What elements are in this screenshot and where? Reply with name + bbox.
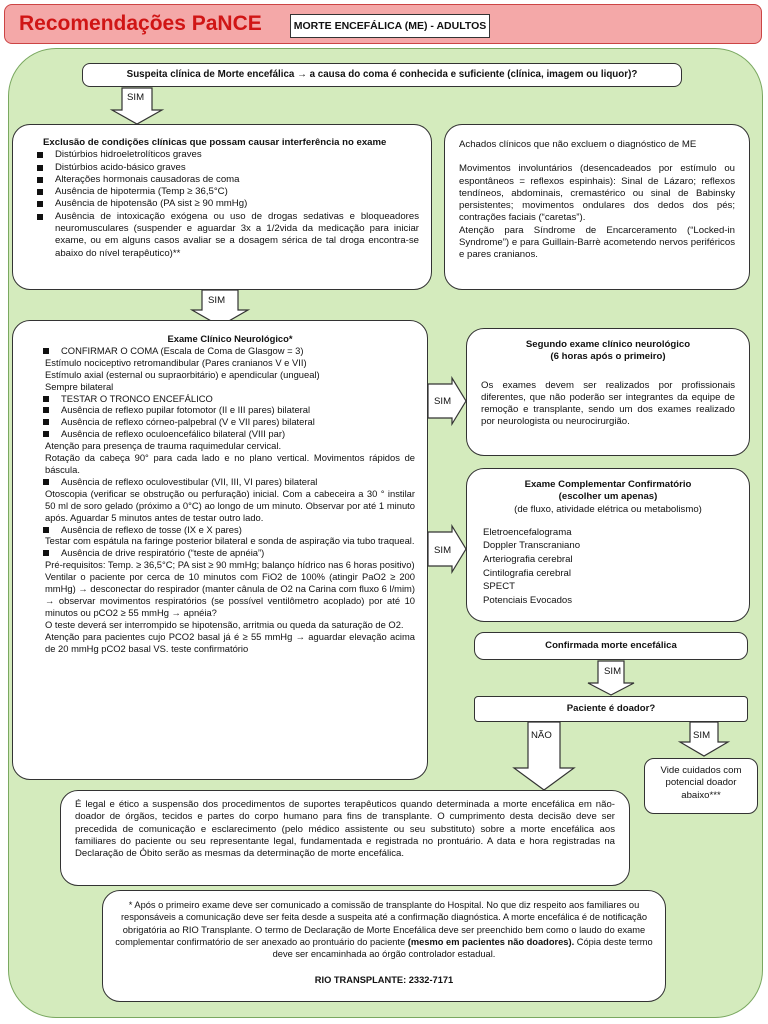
legal-box [60, 790, 630, 886]
complementar-subtitle: (escolher um apenas) [558, 491, 658, 503]
second-subtitle: (6 horas após o primeiro) [550, 351, 666, 363]
complementar-item: Potenciais Evocados [483, 594, 573, 606]
donor-care-box [644, 758, 758, 814]
suspicion-text: Suspeita clínica de Morte encefálica → a causa do coma é conhecida e suficiente (clínica, imagem ou liquor)? [126, 69, 638, 80]
sim-label-3: SIM [434, 396, 452, 407]
findings-box [444, 124, 750, 290]
neuro-exam-box [12, 320, 428, 780]
neuro-title: Exame Clínico Neurológico* [167, 333, 293, 344]
neuro-reflex: Ausência de reflexo oculoencefálico bilateral (VIII par) [31, 428, 415, 440]
neuro-line: Sempre bilateral [45, 380, 114, 392]
neuro-line: Atenção para pacientes cujo PCO2 basal já é ≥ 55 mmHg → aguardar elevação acima de 20 mmHg pCO2 basal VS. teste confirmatório [45, 630, 415, 654]
page-subtitle: MORTE ENCEFÁLICA (ME) - ADULTOS [290, 14, 490, 38]
sim-label-6: SIM [693, 730, 711, 741]
neuro-line: Rotação da cabeça 90° para cada lado e no plano vertical. Movimentos rápidos de báscula. [45, 452, 415, 475]
confirmed-box [474, 632, 748, 660]
findings-title: Achados clínicos que não excluem o diagnóstico de ME [459, 139, 697, 150]
sim-label-2: SIM [208, 295, 226, 306]
nao-label: NÃO [531, 730, 552, 741]
donor-question-text: Paciente é doador? [566, 703, 656, 714]
neuro-coma: CONFIRMAR O COMA (Escala de Coma de Glasgow = 3) [31, 345, 415, 357]
neuro-line: Pré-requisitos: Temp. ≥ 36,5°C; PA sist ≥ 90 mmHg; balanço hídrico nas 6 horas positivo) [45, 559, 415, 571]
donor-question-box [474, 696, 748, 722]
complementar-item: Doppler Transcraniano [483, 540, 581, 552]
legal-text: É legal e ético a suspensão dos procedimentos de suportes terapêuticos quando determinada a morte encefálica em não-doador de órgãos, tecidos e partes do corpo humano para fins de transplante. O cumprimento desta decisão deve ser precedida de comunicação e esclarecimento (pelo médico assistente ou seu substituto) sobre a morte encefálica aos familiares do paciente ou seu representante legal, fundamentada e registrada no prontuário. A data e hora registradas na Declaração de Óbito serão as mesmas da determinação de morte encefálica. [75, 799, 615, 860]
exclusion-item: Distúrbios hidroeletrolíticos graves [25, 149, 419, 161]
complementar-title: Exame Complementar Confirmatório [524, 479, 692, 490]
complementar-item: Arteriografia cerebral [483, 554, 573, 566]
complementar-item: SPECT [483, 581, 515, 593]
donor-care-text: Vide cuidados com potencial doador abaixo*** [660, 765, 742, 801]
neuro-line: Ventilar o paciente por cerca de 10 minutos com FiO2 de 100% (atingir PaO2 ≥ 200 mmHg) → desconectar do respirador (manter cânula de O2 na Carina com fluxo 6 l/mim) → observar movimentos respiratórios (se possível ventilômetro acoplado) por até 10 minutos ou pCO2 ≥ 55 mmHg → apnéia? [45, 571, 415, 618]
neuro-reflex: Ausência de reflexo oculovestibular (VII, III, VI pares) bilateral [31, 476, 415, 488]
complementar-item: Cintilografia cerebral [483, 567, 571, 579]
neuro-line: Testar com espátula na faringe posterior bilateral e sonda de aspiração via tubo traqueal. [45, 535, 415, 547]
neuro-reflex: Ausência de drive respiratório (“teste de apnéia”) [31, 547, 415, 559]
neuro-line: Estímulo nociceptivo retromandibular (Pares cranianos V e VII) [45, 356, 307, 368]
exclusion-item: Alterações hormonais causadoras de coma [25, 174, 419, 186]
neuro-line: Estímulo axial (esternal ou supraorbitário) e apendicular (ungueal) [45, 368, 320, 380]
neuro-reflex: Ausência de reflexo pupilar fotomotor (II e III pares) bilateral [31, 404, 415, 416]
neuro-tronco: TESTAR O TRONCO ENCEFÁLICO [31, 393, 415, 405]
footer-p1: * Após o primeiro exame deve ser comunicado a comissão de transplante do Hospital. No que diz respeito aos familiares ou responsáveis a comunicação deve ser feita desde a suspeita até a confirmação diagnóstica. A morte encefálica é de notificação obrigatória ao RIO Transplante. O termo de Declaração de Morte Encefálica deve ser preenchido bem como o laudo do exame complementar confirmatório de ser anexado ao prontuário do paciente [115, 900, 648, 947]
exclusion-item: Distúrbios acido-básico graves [25, 162, 419, 174]
findings-p2: Atenção para Síndrome de Encarceramento (“Locked-in Syndrome”) e para Guillain-Barrè acometendo nervos periféricos e pares cranianos. [459, 224, 735, 261]
exclusion-list [25, 149, 419, 260]
sim-label-5: SIM [604, 666, 622, 677]
neuro-line: Otoscopia (verificar se obstrução ou perfuração) inicial. Com a cabeceira a 30 ° instilar 50 ml de soro gelado (próximo a 0°C) ao longo de um minuto. Observar por até 1 minuto após. Aguardar 5 minutos antes de testar outro lado. [45, 487, 415, 523]
complementary-exam-box [466, 468, 750, 622]
neuro-reflex: Ausência de reflexo de tosse (IX e X pares) [31, 524, 415, 536]
exclusion-item: Ausência de intoxicação exógena ou uso de drogas sedativas e bloqueadores neuromusculares (suspender e aguardar 3x a 1/2vida da medicação para iniciar exame, ou em alguns casos avaliar se a dosagem sérica de tal droga encontra-se abaixo do nível terapêutico)** [25, 211, 419, 260]
exclusion-box [12, 124, 432, 290]
complementar-note: (de fluxo, atividade elétrica ou metabolismo) [514, 503, 702, 515]
sim-label-1: SIM [127, 92, 145, 103]
footer-p2: Cópia deste termo deve ser encaminhada ao órgão controlador estadual. [272, 936, 653, 960]
footer-text [115, 899, 653, 960]
footer-bold: (mesmo em pacientes não doadores). [407, 936, 575, 947]
second-text: Os exames devem ser realizados por profissionais diferentes, que não poderão ser integrantes da equipe de remoção e transplante, sendo um dos exames realizado por neurologista ou neurocirurgião. [481, 379, 735, 428]
footer-box [102, 890, 666, 1002]
complementar-item: Eletroencefalograma [483, 526, 572, 538]
suspicion-box [82, 63, 682, 87]
exclusion-item: Ausência de hipotensão (PA sist ≥ 90 mmHg) [25, 198, 419, 210]
second-title: Segundo exame clínico neurológico [525, 339, 691, 350]
neuro-line: Atenção para presença de trauma raquimedular cervical. [45, 440, 282, 452]
second-exam-box [466, 328, 750, 456]
exclusion-title: Exclusão de condições clínicas que possam causar interferência no exame [43, 137, 387, 148]
confirmed-text: Confirmada morte encefálica [545, 640, 677, 651]
page-title: Recomendações PaNCE [19, 12, 262, 35]
exclusion-item: Ausência de hipotermia (Temp ≥ 36,5°C) [25, 186, 419, 198]
neuro-reflex: Ausência de reflexo córneo-palpebral (V e VII pares) bilateral [31, 416, 415, 428]
findings-p1: Movimentos involuntários (desencadeados por estímulo ou espontâneos = reflexos espinhais): Sinal de Lázaro; reflexos tendíneos, abdominais, cremastérico ou sinal de Babinsky persistentes; movimentos ondulares dos dedos dos pés; contrações faciais (“caretas”). [459, 163, 735, 224]
neuro-line: O teste deverá ser interrompido se hipotensão, arritmia ou queda da saturação de O2. [45, 618, 404, 630]
footer-contact: RIO TRANSPLANTE: 2332-7171 [314, 975, 454, 986]
sim-label-4: SIM [434, 545, 452, 556]
